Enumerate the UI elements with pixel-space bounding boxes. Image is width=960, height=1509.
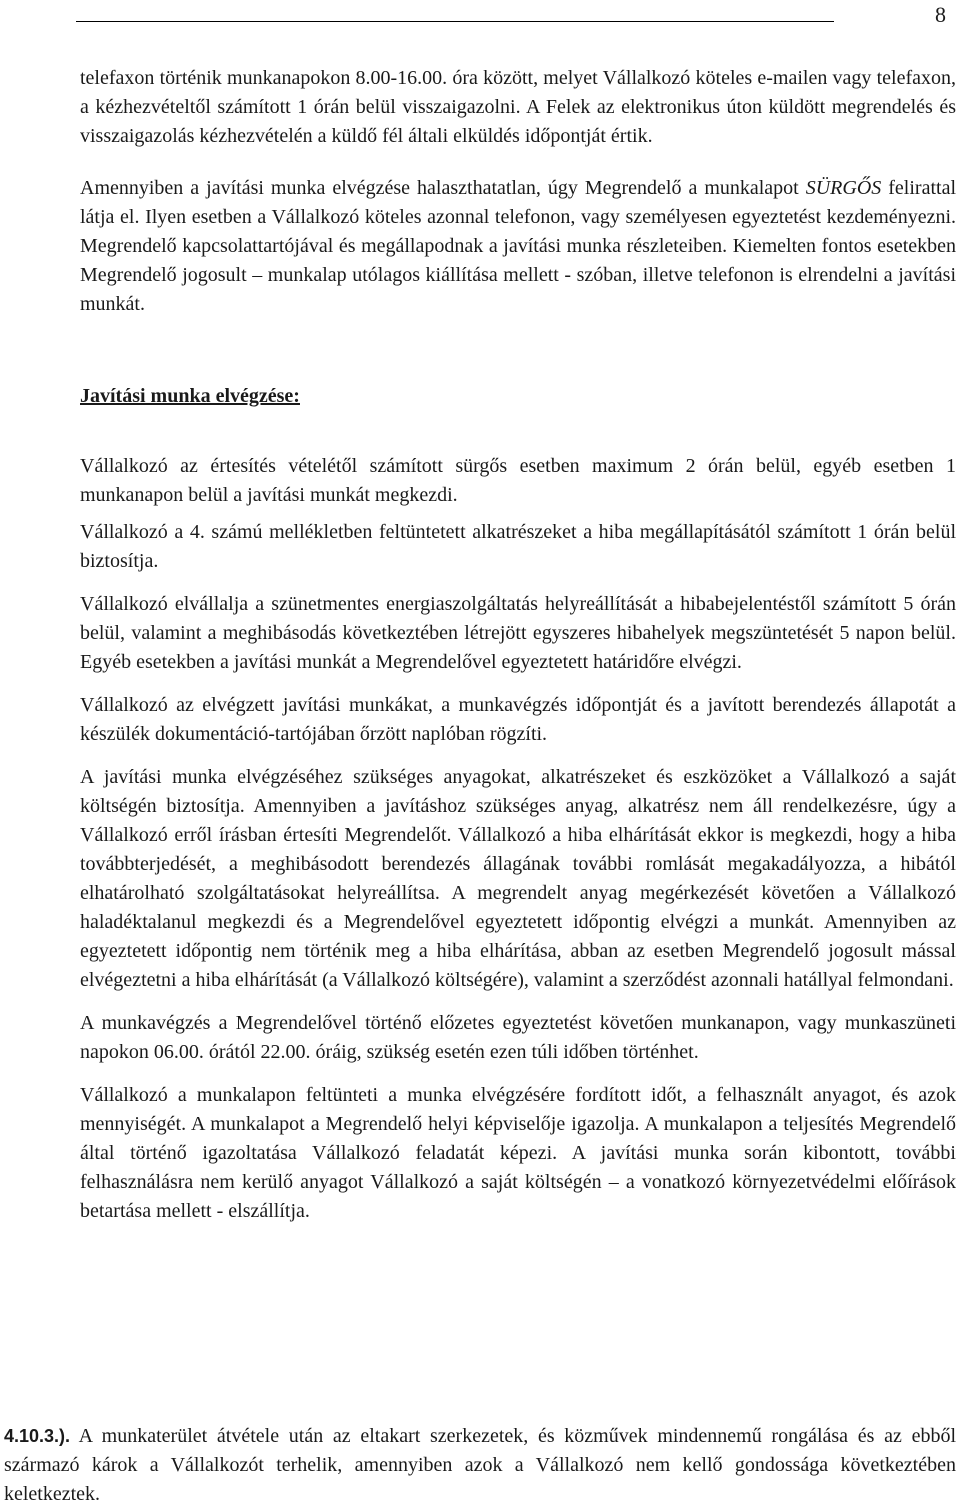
page-number: 8 [935, 2, 946, 27]
header-rule [76, 21, 834, 22]
urgent-text-before: Amennyiben a javítási munka elvégzése halaszthatatlan, úgy Megrendelő a munkalapot [80, 177, 806, 199]
paragraph-worksheet: Vállalkozó a munkalapon feltünteti a munka elvégzésére fordított időt, a felhasznált anyagot, és azok mennyiségét. A munkalapot a Megrendelő helyi képviselője igazolja. A munkalapon a teljesítés Megrendelő által történő igazoltatása Vállalkozó feladatát képezi. A javítási munka során kibontott, további felhasználásra nem kerülő anyagot Vállalkozó a saját költségén – a vonatkozó környezetvédelmi előírások betartása mellett - elszállítja. [80, 1084, 956, 1222]
paragraph-parts-supply: Vállalkozó a 4. számú mellékletben feltüntetett alkatrészeket a hiba megállapításától számított 1 órán belül biztosítja. [80, 521, 956, 572]
clause-block [4, 1422, 956, 1509]
paragraph-materials: A javítási munka elvégzéséhez szükséges anyagokat, alkatrészeket és eszközöket a Vállalkozó a saját költségén biztosítja. Amennyiben a javításhoz szükséges anyag, alkatrész nem áll rendelkezésre, úgy a Vállalkozó erről írásban értesíti Megrendelőt. Vállalkozó a hiba elhárítását ekkor is megkezdi, hogy a hiba továbbterjedését, a meghibásodott berendezés állagának további romlását megakadályozza, a hibától elhatárolható szolgáltatásokat helyreállítsa. A megrendelt anyag megérkezését követően a Vállalkozó haladéktalanul megkezdi és a Megrendelővel egyeztetett időpontig elvégzi a munkát. Amennyiben az egyeztetett időpontig nem történik meg a hiba elhárítása, abban az esetben Megrendelő jogosult mással elvégeztetni a hiba elhárítását (a Vállalkozó költségére), valamint a szerződést azonnali hatállyal felmondani. [80, 766, 956, 991]
paragraph-start-deadline: Vállalkozó az értesítés vételétől számított sürgős esetben maximum 2 órán belül, egyéb esetben 1 munkanapon belül a javítási munkát megkezdi. [80, 455, 956, 506]
clause-text: A munkaterület átvétele után az eltakart szerkezetek, és közművek mindennemű rongálása és az ebből származó károk a Vállalkozót terhelik, amennyiben azok a Vállalkozó nem kellő gondossága következtében keletkeztek. [4, 1425, 956, 1505]
paragraph-urgent [80, 174, 956, 319]
main-content [80, 64, 956, 1226]
clause-number: 4.10.3.). [4, 1426, 71, 1446]
clause-paragraph [4, 1422, 956, 1509]
paragraph-working-hours: A munkavégzés a Megrendelővel történő előzetes egyeztetést követően munkanapon, vagy munkaszüneti napokon 06.00. órától 22.00. óráig, szükség esetén ezen túli időben történhet. [80, 1012, 956, 1063]
paragraph-power-restore: Vállalkozó elvállalja a szünetmentes energiaszolgáltatás helyreállítását a hibabejelentéstől számított 5 órán belül, valamint a meghibásodás következtében létrejött egyszeres hibahelyek megszüntetését 5 napon belül. Egyéb esetekben a javítási munkát a Megrendelővel egyeztetett határidőre elvégzi. [80, 593, 956, 673]
urgent-text-after: felirattal látja el. Ilyen esetben a Vállalkozó köteles azonnal telefonon, vagy személyesen egyeztetést kezdeményezni. Megrendelő kapcsolattartójával és megállapodnak a javítási munka részleteiben. Kiemelten fontos esetekben Megrendelő jogosult – munkalap utólagos kiállítása mellett - szóban, illetve telefonon is elrendelni a javítási munkát. [80, 177, 957, 315]
paragraph-telefax: telefaxon történik munkanapokon 8.00-16.00. óra között, melyet Vállalkozó köteles e-mailen vagy telefaxon, a kézhezvételtől számított 1 órán belül visszaigazolni. A Felek az elektronikus úton küldött megrendelés és visszaigazolás kézhezvételén a küldő fél általi elküldés időpontját értik. [80, 67, 956, 147]
urgent-label: SÜRGŐS [805, 177, 882, 199]
section-heading: Javítási munka elvégzése: [80, 385, 300, 407]
paragraph-logbook: Vállalkozó az elvégzett javítási munkákat, a munkavégzés időpontját és a javított berendezés állapotát a készülék dokumentáció-tartójában őrzött naplóban rögzíti. [80, 694, 956, 745]
